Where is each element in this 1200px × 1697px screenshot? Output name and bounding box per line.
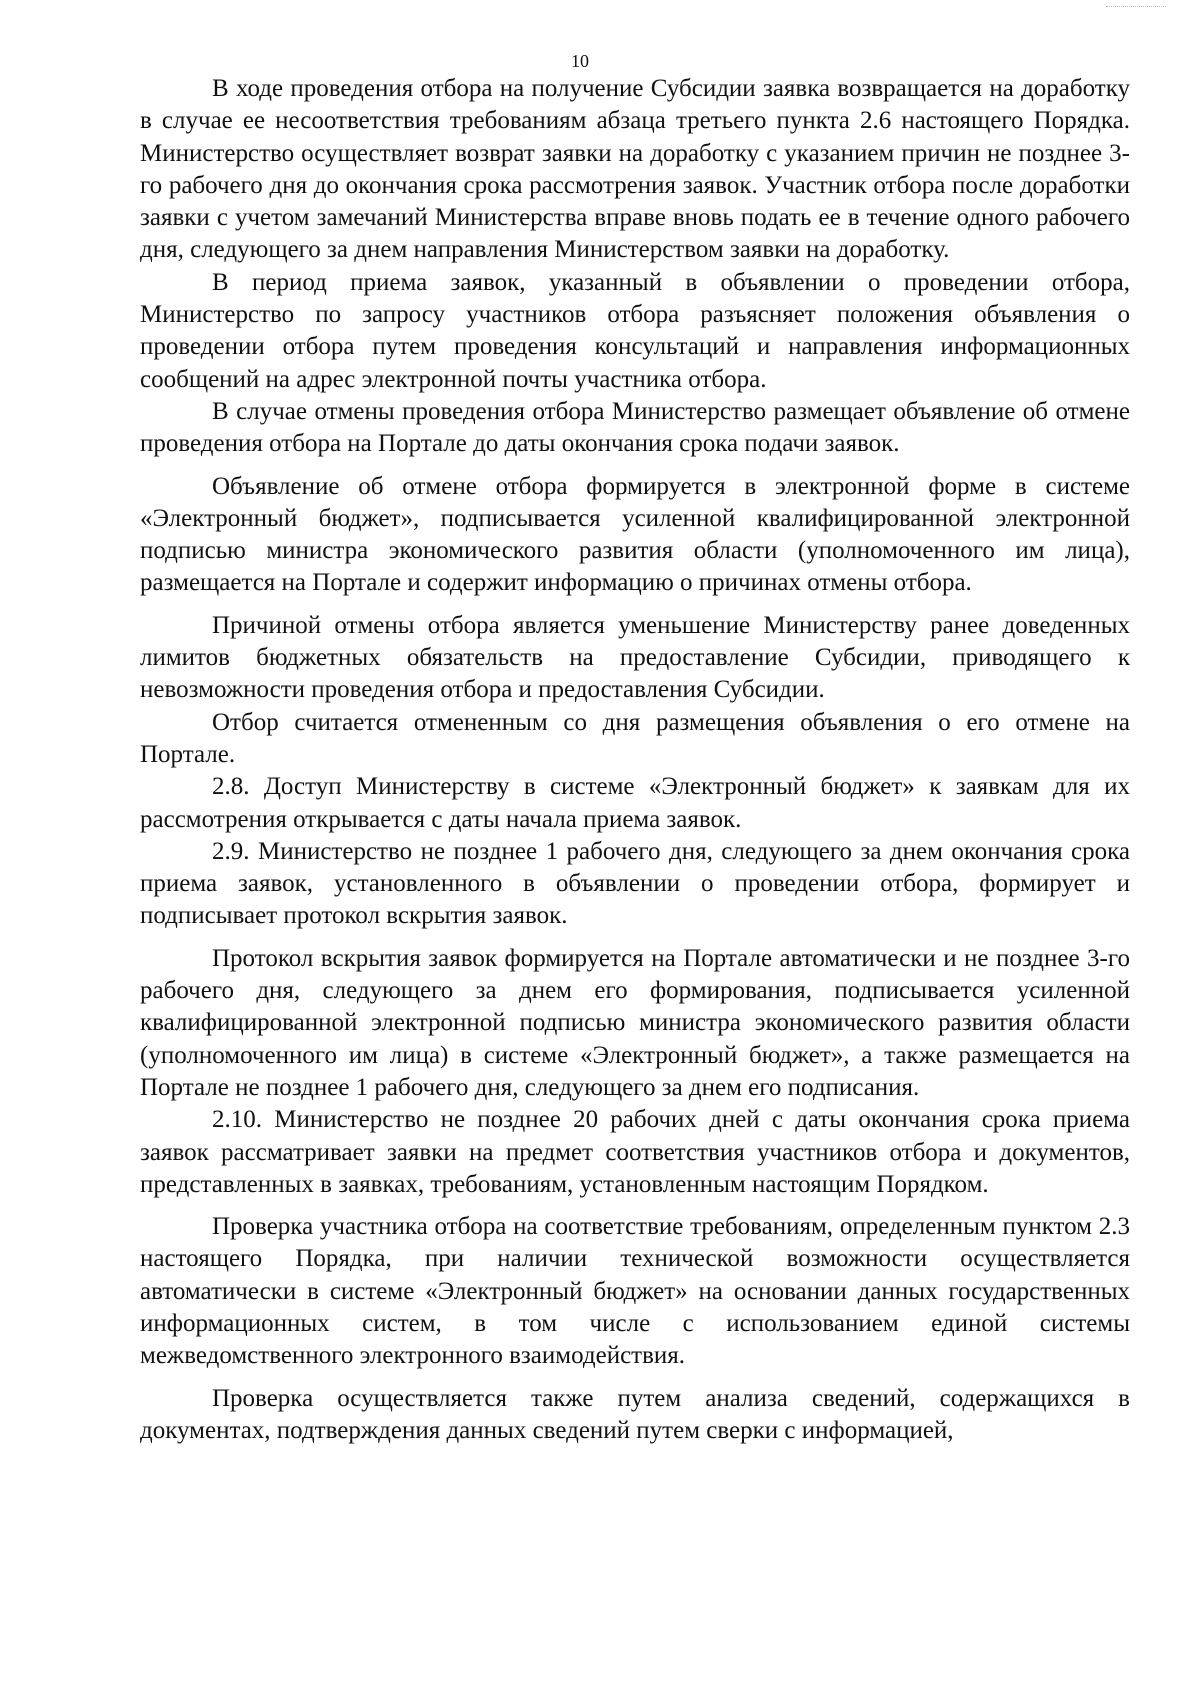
paragraph-cancellation-date: Отбор считается отмененным со дня размещения объявления о его отмене на Портале. <box>140 708 1130 768</box>
document-body <box>140 73 1130 1447</box>
paragraph-2-10: 2.10. Министерство не позднее 20 рабочих дней с даты окончания срока приема заявок рассматривает заявки на предмет соответствия участников отбора и документов, представленных в заявках, требованиям, установленным настоящим Порядком. <box>140 1106 1130 1198</box>
scan-edge-mark <box>1106 0 1166 7</box>
paragraph-2-8: 2.8. Доступ Министерству в системе «Электронный бюджет» к заявкам для их рассмотрения открывается с даты начала приема заявок. <box>140 773 1130 833</box>
page-number: 10 <box>571 51 589 71</box>
paragraph-cancellation: В случае отмены проведения отбора Министерство размещает объявление об отмене проведения отбора на Портале до даты окончания срока подачи заявок. <box>140 397 1130 458</box>
paragraph-auto-check: Проверка участника отбора на соответствие требованиям, определенным пунктом 2.3 настоящего Порядка, при наличии технической возможности осуществляется автоматически в системе «Электронный бюджет» на основании данных государственных информационных систем, в том числе с использованием единой системы межведомственного электронного взаимодействия. <box>140 1213 1130 1370</box>
paragraph-rework: В ходе проведения отбора на получение Субсидии заявка возвращается на доработку в случае ее несоответствия требованиям абзаца третьего пункта 2.6 настоящего Порядка. Министерство осуществляет возврат заявки на доработку с указанием причин не позднее 3-го рабочего дня до окончания срока рассмотрения заявок. Участник отбора после доработки заявки с учетом замечаний Министерства вправе вновь подать ее в течение одного рабочего дня, следующего за днем направления Министерством заявки на доработку. <box>140 75 1130 264</box>
paragraph-cancellation-notice: Объявление об отмене отбора формируется в электронной форме в системе «Электронный бюджет», подписывается усиленной квалифицированной электронной подписью министра экономического развития области (уполномоченного им лица), размещается на Портале и содержит информацию о причинах отмены отбора. <box>140 472 1130 597</box>
paragraph-cancellation-reason: Причиной отмены отбора является уменьшение Министерству ранее доведенных лимитов бюджетных обязательств на предоставление Субсидии, приводящего к невозможности проведения отбора и предоставления Субсидии. <box>140 611 1130 704</box>
paragraph-2-9: 2.9. Министерство не позднее 1 рабочего дня, следующего за днем окончания срока приема заявок, установленного в объявлении о проведении отбора, формирует и подписывает протокол вскрытия заявок. <box>140 837 1130 930</box>
paragraph-clarifications: В период приема заявок, указанный в объявлении о проведении отбора, Министерство по запросу участников отбора разъясняет положения объявления о проведении отбора путем проведения консультаций и направления информационных сообщений на адрес электронной почты участника отбора. <box>140 268 1130 393</box>
paragraph-document-check: Проверка осуществляется также путем анализа сведений, содержащихся в документах, подтверждения данных сведений путем сверки с информацией, <box>140 1384 1130 1444</box>
paragraph-opening-protocol: Протокол вскрытия заявок формируется на Портале автоматически и не позднее 3-го рабочего дня, следующего за днем его формирования, подписывается усиленной квалифицированной электронной подписью министра экономического развития области (уполномоченного им лица) в системе «Электронный бюджет», а также размещается на Портале не позднее 1 рабочего дня, следующего за днем его подписания. <box>140 944 1130 1101</box>
